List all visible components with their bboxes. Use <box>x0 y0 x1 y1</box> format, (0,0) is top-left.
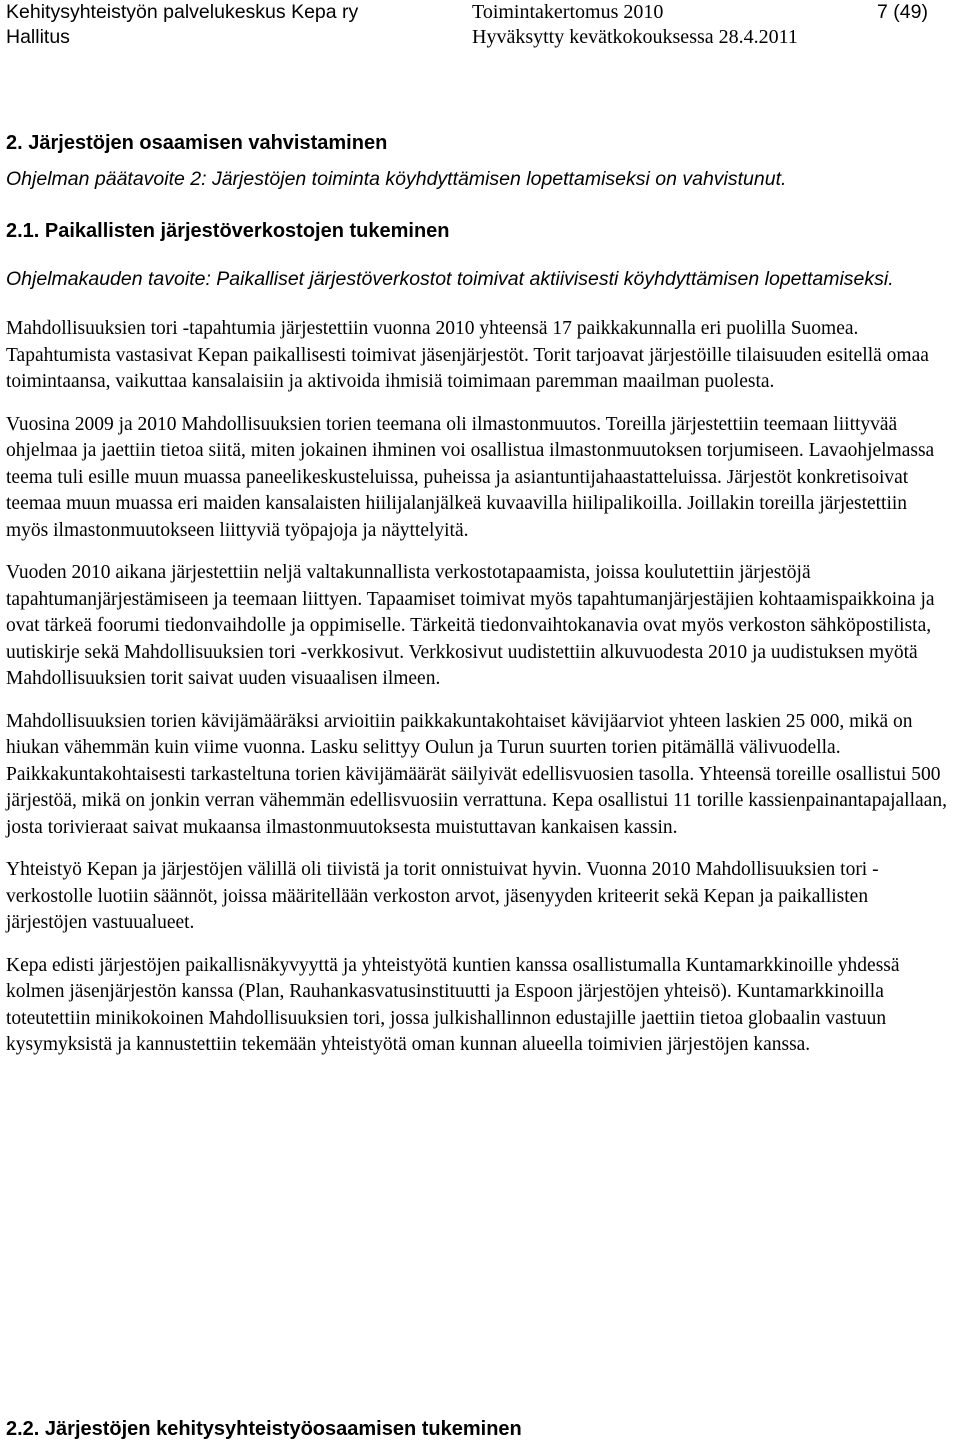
section-heading: 2. Järjestöjen osaamisen vahvistaminen <box>6 132 388 154</box>
header-page-number: 7 (49) <box>877 1 928 23</box>
next-section-heading: 2.2. Järjestöjen kehitysyhteistyöosaamisen tukeminen <box>6 1418 522 1440</box>
section-goal: Ohjelman päätavoite 2: Järjestöjen toiminta köyhdyttämisen lopettamiseksi on vahvistunut. <box>6 168 787 190</box>
main-content <box>6 130 952 1059</box>
page-header <box>0 0 960 52</box>
paragraph-network-meetings: Vuoden 2010 aikana järjestettiin neljä valtakunnallista verkostotapaamista, joissa koulutettiin järjestöjä tapahtumanjärjestämiseen ja teemaan liittyen. Tapaamiset toimivat myös tapahtumanjärjestäjien kohtaamispaikkoina ja ovat tärkeä foorumi tiedonvaihdolle ja oppimiselle. Tärkeitä tiedonvaihtokanavia ovat myös verkoston sähköpostilista, uutiskirje sekä Mahdollisuuksien tori -verkkosivut. Verkkosivut uudistettiin alkuvuodesta 2010 ja uudistuksen myötä Mahdollisuuksien torit saivat uuden visuaalisen ilmeen. <box>6 562 935 689</box>
header-organization: Kehitysyhteistyön palvelukeskus Kepa ry <box>6 1 359 23</box>
paragraph-municipal-fair: Kepa edisti järjestöjen paikallisnäkyvyyttä ja yhteistyötä kuntien kanssa osallistumalla Kuntamarkkinoille yhdessä kolmen jäsenjärjestön kanssa (Plan, Rauhankasvatusinstituutti ja Espoon järjestöjen yhteisö). Kuntamarkkinoilla toteutettiin minikokoinen Mahdollisuuksien tori, jossa julkishallinnon edustajille jaettiin tietoa globaalin vastuun kysymyksistä ja kannustettiin tekemään yhteistyötä oman kunnan alueella toimivien järjestöjen kanssa. <box>6 954 900 1055</box>
paragraph-visitor-count: Mahdollisuuksien torien kävijämääräksi arvioitiin paikkakuntakohtaiset kävijäarviot yhteen laskien 25 000, mikä on hiukan vähemmän kuin viime vuonna. Lasku selittyy Oulun ja Turun suurten torien pitämällä välivuodella. Paikkakuntakohtaisesti tarkasteltuna torien kävijämäärät säilyivät edellisvuosien tasolla. Yhteensä toreille osallistui 500 järjestöä, mikä on jonkin verran vähemmän edellisvuosiin verrattuna. Kepa osallistui 11 torille kassienpainantapajallaan, josta torivieraat saivat mukaansa ilmastonmuutoksesta muistuttavan kankaisen kassin. <box>6 710 947 838</box>
paragraph-cooperation: Yhteistyö Kepan ja järjestöjen välillä oli tiivistä ja torit onnistuivat hyvin. Vuonna 2010 Mahdollisuuksien tori -verkostolle luotiin säännöt, joissa määritellään verkoston arvot, jäsenyyden kriteerit sekä Kepan ja paikallisten järjestöjen vastuualueet. <box>6 859 879 933</box>
header-approval-note: Hyväksytty kevätkokouksessa 28.4.2011 <box>472 26 798 48</box>
subsection-goal: Ohjelmakauden tavoite: Paikalliset järjestöverkostot toimivat aktiivisesti köyhdyttämisen lopettamiseksi. <box>6 268 894 290</box>
header-document-title: Toimintakertomus 2010 <box>472 1 664 23</box>
header-body: Hallitus <box>6 26 70 48</box>
paragraph-tori-events: Mahdollisuuksien tori -tapahtumia järjestettiin vuonna 2010 yhteensä 17 paikkakunnalla eri puolilla Suomea. Tapahtumista vastasivat Kepan paikallisesti toimivat jäsenjärjestöt. Torit tarjoavat järjestöille tilaisuuden esitellä omaa toimintaansa, vaikuttaa kansalaisiin ja aktivoida ihmisiä toimimaan paremman maailman puolesta. <box>6 318 929 392</box>
subsection-heading: 2.1. Paikallisten järjestöverkostojen tukeminen <box>6 220 450 242</box>
paragraph-climate-theme: Vuosina 2009 ja 2010 Mahdollisuuksien torien teemana oli ilmastonmuutos. Toreilla järjestettiin teemaan liittyvää ohjelmaa ja jaettiin tietoa siitä, miten jokainen ihminen voi osallistua ilmastonmuutoksen torjumiseen. Lavaohjelmassa teema tuli esille muun muassa paneelikeskusteluissa, puheissa ja asiantuntijahaastatteluissa. Järjestöt konkretisoivat teemaa muun muassa eri maiden kansalaisten hiilijalanjälkeä kuvaavilla hiilipalikoilla. Joillakin toreilla järjestettiin myös ilmastonmuutokseen liittyviä työpajoja ja näyttelyitä. <box>6 413 935 541</box>
